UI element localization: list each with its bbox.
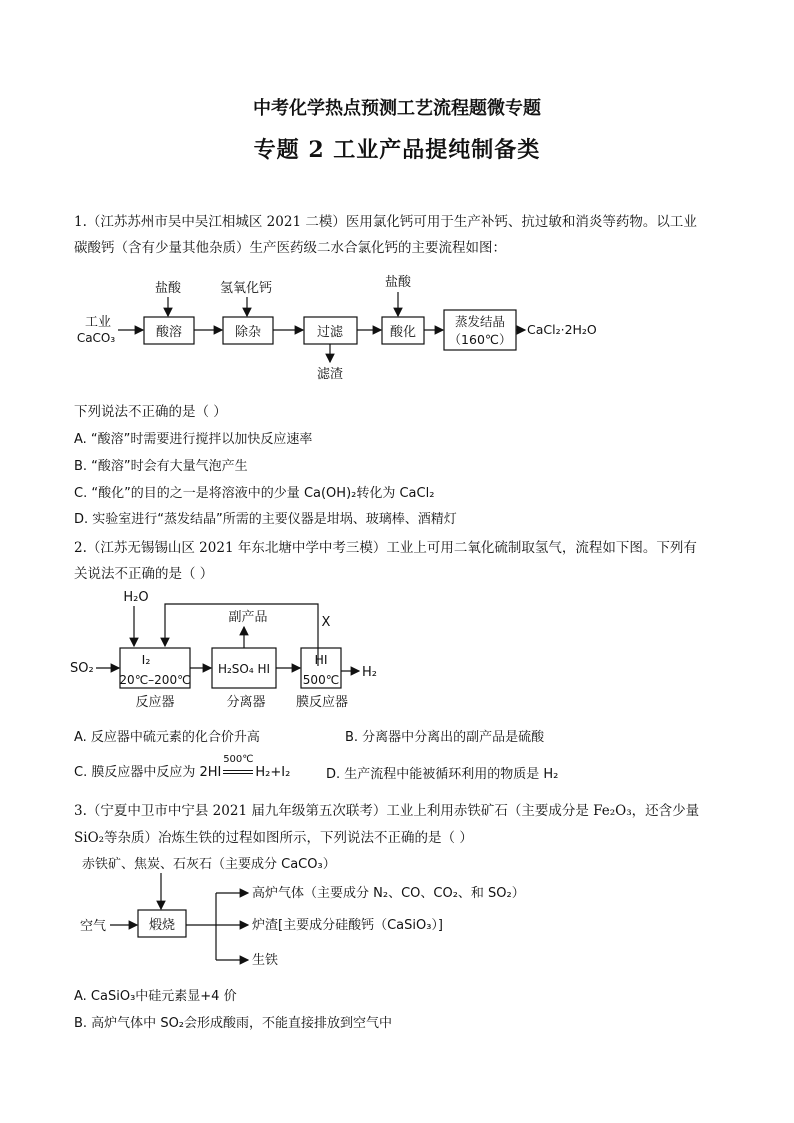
q1-step3: 过滤 (316, 325, 344, 340)
q2-membrane-bottom: 500℃ (302, 673, 340, 687)
q2-stem-line1: 2.（江苏无锡锡山区 2021 年东北塘中学中考三模）工业上可用二氧化硫制取氢气，流程如下图。下列有 (74, 540, 697, 556)
q2-separator-text: H₂SO₄ HI (217, 662, 271, 676)
q1-input-bottom: CaCO₃ (76, 331, 116, 345)
q1-stem-line2: 碳酸钙（含有少量其他杂质）生产医药级二水合氯化钙的主要流程如图： (74, 240, 506, 256)
q1-step5-bottom: （160℃） (448, 332, 512, 347)
q2-x-label: X (321, 615, 331, 630)
q1-option-c[interactable]: C. “酸化”的目的之一是将溶液中的少量 Ca(OH)₂转化为 CaCl₂ (74, 486, 435, 501)
q1-step1: 酸溶 (155, 325, 183, 340)
q1-option-d[interactable]: D. 实验室进行“蒸发结晶”所需的主要仪器是坩埚、玻璃棒、酒精灯 (74, 512, 457, 527)
page-subtitle: 专题 2 工业产品提纯制备类 (253, 137, 541, 163)
q2-option-c-prefix: C. 膜反应器中反应为 2HI (74, 765, 222, 780)
page-title: 中考化学热点预测工艺流程题微专题 (253, 98, 541, 119)
q2-stem-line2: 关说法不正确的是（ ） (74, 566, 214, 582)
q2-reactor-label: 反应器 (135, 695, 175, 710)
q2-output: H₂ (362, 665, 377, 680)
q1-question: 下列说法不正确的是（ ） (74, 404, 227, 420)
q1-step4: 酸化 (389, 325, 417, 340)
q2-membrane-label: 膜反应器 (295, 695, 349, 710)
q1-option-b[interactable]: B. “酸溶”时会有大量气泡产生 (74, 459, 248, 474)
q2-separator-label: 分离器 (226, 695, 266, 710)
q1-reagent1: 盐酸 (154, 281, 182, 296)
q3-stem-line1: 3.（宁夏中卫市中宁县 2021 届九年级第五次联考）工业上利用赤铁矿石（主要成分是 Fe₂O₃，还含少量 (74, 803, 700, 819)
q2-option-b[interactable]: B. 分离器中分离出的副产品是硫酸 (345, 730, 545, 745)
q1-output: CaCl₂·2H₂O (527, 322, 597, 337)
q2-option-a[interactable]: A. 反应器中硫元素的化合价升高 (74, 730, 260, 745)
q1-reagent3: 盐酸 (384, 275, 412, 290)
q1-stem-line1: 1.（江苏苏州市吴中吴江相城区 2021 二模）医用氯化钙可用于生产补钙、抗过敏和消炎等药物。以工业 (74, 214, 697, 230)
q3-stem-line2: SiO₂等杂质）冶炼生铁的过程如图所示，下列说法不正确的是（ ） (74, 830, 473, 846)
q2-water: H₂O (123, 590, 149, 605)
q2-option-d[interactable]: D. 生产流程中能被循环利用的物质是 H₂ (326, 767, 559, 782)
q3-out2: 炉渣[主要成分硅酸钙（CaSiO₃）] (252, 918, 443, 933)
q3-option-a[interactable]: A. CaSiO₃中硅元素显+4 价 (74, 989, 237, 1004)
q2-so2: SO₂ (70, 661, 94, 676)
q1-input-top: 工业 (84, 315, 112, 330)
q1-byproduct: 滤渣 (316, 367, 344, 382)
q1-step2: 除杂 (234, 325, 262, 340)
q2-byproduct: 副产品 (228, 610, 268, 625)
q1-option-a[interactable]: A. “酸溶”时需要进行搅拌以加快反应速率 (74, 432, 313, 447)
q3-out1: 高炉气体（主要成分 N₂、CO、CO₂、和 SO₂） (252, 886, 525, 901)
q2-reactor-bottom: 20℃–200℃ (119, 673, 191, 687)
q2-reaction-condition: 500℃ (223, 753, 254, 765)
q2-reactor-top: I₂ (141, 652, 151, 667)
q3-air: 空气 (80, 919, 107, 934)
q1-reagent2: 氢氧化钙 (219, 281, 273, 296)
q1-step5-top: 蒸发结晶 (454, 314, 506, 329)
q3-step: 煅烧 (148, 918, 176, 933)
q2-option-c-suffix: H₂+I₂ (255, 765, 291, 780)
q2-membrane-top: HI (314, 652, 328, 667)
q3-out3: 生铁 (252, 953, 279, 968)
q3-raw-materials: 赤铁矿、焦炭、石灰石（主要成分 CaCO₃） (82, 857, 336, 872)
q3-option-b[interactable]: B. 高炉气体中 SO₂会形成酸雨，不能直接排放到空气中 (74, 1016, 393, 1031)
